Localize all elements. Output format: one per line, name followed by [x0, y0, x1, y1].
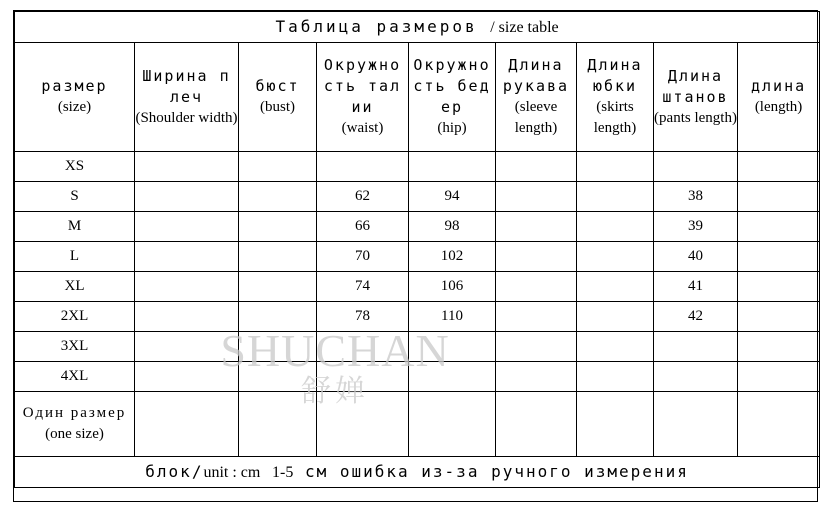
size-label: M — [15, 212, 135, 242]
table-cell — [239, 392, 317, 457]
table-cell — [317, 362, 409, 392]
column-header-en: (length) — [754, 99, 803, 115]
data-rows — [15, 152, 820, 392]
table-cell: 106 — [409, 272, 496, 302]
table-cell — [496, 212, 577, 242]
table-row — [15, 152, 820, 182]
table-cell — [496, 152, 577, 182]
table-cell: 70 — [317, 242, 409, 272]
column-header-en: (bust) — [260, 99, 295, 115]
column-header-en: (pants length) — [654, 109, 737, 126]
table-cell — [239, 242, 317, 272]
table-cell — [135, 392, 239, 457]
column-header — [738, 43, 820, 152]
table-cell — [135, 332, 239, 362]
table-cell — [409, 152, 496, 182]
table-row — [15, 332, 820, 362]
size-label: XS — [15, 152, 135, 182]
column-header — [15, 43, 135, 152]
table-cell — [738, 332, 820, 362]
table-cell — [317, 332, 409, 362]
table-cell — [409, 362, 496, 392]
one-size-label — [15, 392, 135, 457]
table-cell — [239, 362, 317, 392]
table-cell — [239, 272, 317, 302]
table-cell — [317, 392, 409, 457]
table-cell — [577, 392, 654, 457]
table-cell: 110 — [409, 302, 496, 332]
table-cell — [239, 212, 317, 242]
column-header-ru: Длина юбки — [587, 56, 643, 95]
table-cell — [239, 182, 317, 212]
table-cell — [738, 152, 820, 182]
size-table — [14, 11, 820, 488]
table-cell — [496, 392, 577, 457]
table-cell: 102 — [409, 242, 496, 272]
table-cell: 41 — [654, 272, 738, 302]
column-header-en: (size) — [57, 99, 92, 115]
one-size-ru: Один размер — [22, 405, 127, 421]
table-cell — [317, 152, 409, 182]
column-header-en: (skirts length) — [593, 99, 637, 136]
size-label: 4XL — [15, 362, 135, 392]
table-cell: 42 — [654, 302, 738, 332]
table-cell: 74 — [317, 272, 409, 302]
footer-unit: unit : cm — [203, 464, 261, 481]
table-cell — [496, 362, 577, 392]
table-row — [15, 362, 820, 392]
table-cell — [239, 302, 317, 332]
table-cell — [239, 332, 317, 362]
table-cell — [738, 272, 820, 302]
table-cell: 62 — [317, 182, 409, 212]
column-header-ru: Длина штанов — [662, 66, 729, 106]
table-cell: 78 — [317, 302, 409, 332]
size-label: 3XL — [15, 332, 135, 362]
footer-ru-prefix: блок/ — [145, 462, 204, 481]
table-cell — [738, 392, 820, 457]
column-header — [135, 43, 239, 152]
column-header-ru: бюст — [255, 77, 300, 95]
footer-range: 1-5 — [271, 464, 294, 481]
table-cell — [577, 212, 654, 242]
table-cell — [496, 182, 577, 212]
column-header-en: (hip) — [437, 120, 467, 136]
table-cell — [738, 212, 820, 242]
header-row — [15, 43, 820, 152]
table-cell — [409, 332, 496, 362]
table-cell: 94 — [409, 182, 496, 212]
size-label: S — [15, 182, 135, 212]
column-header — [409, 43, 496, 152]
table-cell — [738, 362, 820, 392]
table-cell: 40 — [654, 242, 738, 272]
column-header — [577, 43, 654, 152]
table-cell — [135, 182, 239, 212]
table-cell: 38 — [654, 182, 738, 212]
table-cell — [135, 152, 239, 182]
size-label: L — [15, 242, 135, 272]
table-cell — [239, 152, 317, 182]
column-header-ru: длина — [750, 77, 807, 95]
column-header-en: (Shoulder width) — [135, 109, 238, 126]
table-cell: 98 — [409, 212, 496, 242]
table-title-ru: Таблица размеров — [275, 17, 478, 36]
table-cell: 66 — [317, 212, 409, 242]
column-header-ru: размер — [41, 77, 108, 95]
table-cell — [577, 272, 654, 302]
size-label: XL — [15, 272, 135, 302]
table-cell — [135, 242, 239, 272]
table-row — [15, 302, 820, 332]
table-footer — [15, 457, 820, 488]
size-table-frame — [13, 10, 818, 502]
table-cell — [577, 182, 654, 212]
one-size-row — [15, 392, 820, 457]
table-row — [15, 272, 820, 302]
column-header — [496, 43, 577, 152]
column-header-ru: Окружность талии — [323, 56, 402, 116]
table-cell — [496, 332, 577, 362]
column-header-en: (sleeve length) — [514, 99, 558, 136]
table-cell — [654, 332, 738, 362]
table-row — [15, 212, 820, 242]
column-header-ru: Ширина плеч — [142, 66, 231, 106]
column-header-ru: Длина рукава — [502, 56, 570, 95]
table-cell — [577, 152, 654, 182]
watermark-latin: SHUCHAN — [220, 325, 450, 376]
table-cell — [135, 212, 239, 242]
table-cell — [577, 302, 654, 332]
column-header — [239, 43, 317, 152]
table-cell — [738, 302, 820, 332]
size-label: 2XL — [15, 302, 135, 332]
table-cell — [135, 302, 239, 332]
table-cell: 39 — [654, 212, 738, 242]
one-size-en: (one size) — [45, 426, 104, 442]
column-header — [654, 43, 738, 152]
table-cell — [496, 302, 577, 332]
table-cell — [654, 362, 738, 392]
table-cell — [577, 362, 654, 392]
column-header-en: (waist) — [341, 120, 384, 136]
table-row — [15, 182, 820, 212]
watermark-cjk: 舒婵 — [301, 374, 369, 409]
table-cell — [577, 332, 654, 362]
table-cell — [738, 182, 820, 212]
column-header — [317, 43, 409, 152]
table-cell — [577, 242, 654, 272]
table-cell — [496, 242, 577, 272]
table-title — [15, 12, 820, 43]
table-row — [15, 242, 820, 272]
table-cell — [738, 242, 820, 272]
table-title-en: / size table — [490, 19, 559, 36]
table-cell — [135, 272, 239, 302]
column-header-ru: Окружность бедер — [413, 56, 491, 116]
table-cell — [654, 152, 738, 182]
table-cell — [409, 392, 496, 457]
table-cell — [654, 392, 738, 457]
table-cell — [496, 272, 577, 302]
footer-note: см ошибка из-за ручного измерения — [304, 462, 689, 481]
table-cell — [135, 362, 239, 392]
